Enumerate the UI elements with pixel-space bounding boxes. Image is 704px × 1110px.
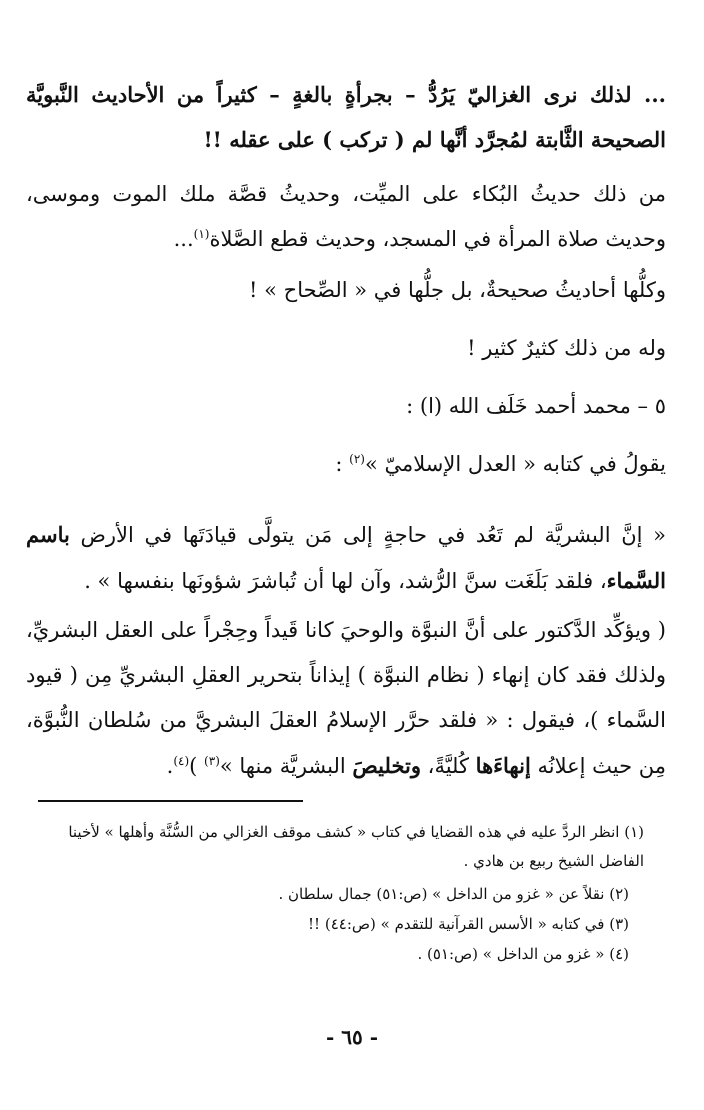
says-text: يقولُ في كتابه « العدل الإسلاميّ » bbox=[364, 452, 666, 476]
intro-text: ... لذلك نرى الغزاليّ يَرُدُّ – بجرأةٍ بالغةٍ – كثيراً من الأحاديث النَّبويَّة الصحيحة الثَّابتة لمُجرَّد أنَّها لم ( تركب ) على عقله !! bbox=[26, 82, 666, 152]
footnote-ref-4[interactable]: (٤) bbox=[173, 754, 190, 768]
paragraph-says bbox=[26, 452, 666, 508]
item-5-heading: ٥ – محمد أحمد خَلَف الله (ا) : bbox=[406, 394, 666, 418]
footnote-ref-1[interactable]: (١) bbox=[193, 227, 210, 241]
colon: : bbox=[335, 452, 350, 476]
many-text: وله من ذلك كثيرٌ كثير ! bbox=[467, 336, 666, 360]
footnote-3: (٣) في كتابه « الأسس القرآنية للتقدم » (ص:٤٤) !! bbox=[308, 915, 629, 933]
footnote-ref-2[interactable]: (٢) bbox=[349, 452, 365, 466]
doctor-mid: كُليَّةً، bbox=[420, 754, 476, 778]
examples-text: من ذلك حديثُ البُكاء على الميِّت، وحديثُ قصَّة ملك الموت وموسى، وحديث صلاة المرأة في المسجد، وحديث قطع الصَّلاة bbox=[26, 182, 666, 251]
paragraph-intro bbox=[26, 72, 666, 162]
footnote-4: (٤) « غزو من الداخل » (ص:٥١) . bbox=[417, 945, 629, 963]
doctor-bold-2: وتخليصَ bbox=[352, 753, 421, 778]
closing-paren: ) bbox=[189, 754, 205, 778]
quote-text-b: ، فلقد بَلَغَت سنَّ الرُّشد، وآن لها أن تُباشرَ شؤونَها بنفسها » . bbox=[84, 569, 607, 593]
paragraph-many bbox=[26, 336, 666, 392]
period: . bbox=[166, 754, 174, 778]
footnote-1: (١) انظر الردَّ عليه في هذه القضايا في كتاب « كشف موقف الغزالي من السُّنَّة وأهلها » لأخينا الفاضل الشيخ ربيع بن هادي . bbox=[68, 823, 644, 870]
quote-bold: باسم السَّماء bbox=[26, 522, 666, 593]
paragraph-item-5 bbox=[26, 394, 666, 450]
page-number: - ٦٥ - bbox=[325, 1025, 378, 1049]
doctor-text-b: البشريَّة منها » bbox=[219, 754, 353, 778]
quote-text-a: « إنَّ البشريَّة لم تَعُد في حاجةٍ إلى مَن يتولَّى قيادَتَها في الأرض bbox=[80, 523, 666, 547]
doctor-text: ( ويؤكِّد الدَّكتور على أنَّ النبوَّة والوحيَ كانا قَيداً وحِجْراً على العقل البشريِّ، ولذلك فقد كان إنهاء ( نظام النبوَّة ) إيذاناً بتحرير العقلِ البشريِّ مِن ( قيود السَّماء )، فيقول : « فلقد حرَّر الإسلامُ العقلَ البشريَّ من سُلطان النُّبوَّة، مِن حيث إعلانُه bbox=[26, 618, 666, 778]
footnote-ref-3[interactable]: (٣) bbox=[204, 754, 220, 768]
authentic-text: وكلُّها أحاديثُ صحيحةٌ، بل جلُّها في « الصِّحاح » ! bbox=[249, 278, 666, 302]
footnote-divider bbox=[38, 800, 303, 802]
paragraph-examples bbox=[26, 172, 666, 262]
paragraph-doctor bbox=[26, 608, 666, 789]
ellipsis: ... bbox=[173, 227, 194, 251]
footnote-2: (٢) نقلاً عن « غزو من الداخل » (ص:٥١) جمال سلطان . bbox=[278, 885, 629, 903]
doctor-bold-1: إنهاءَها bbox=[475, 753, 531, 778]
paragraph-authentic bbox=[26, 278, 666, 334]
paragraph-quote bbox=[26, 512, 666, 604]
